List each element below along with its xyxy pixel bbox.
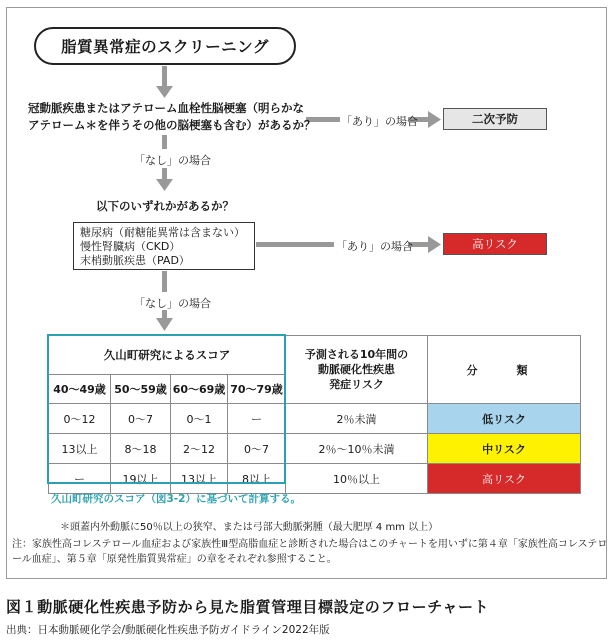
risk-cell: 2％未満 [286, 404, 428, 434]
note-footnote [12, 537, 607, 567]
score-cell: 2～12 [171, 434, 228, 464]
risk-cell: 10％以上 [286, 464, 428, 494]
score-cell: 13以上 [49, 434, 111, 464]
arrow-right-2-a [256, 242, 334, 247]
question-1-line-1: 冠動脈疾患またはアテローム血栓性脳梗塞（明らかな [28, 101, 304, 115]
score-cell: 0～12 [49, 404, 111, 434]
note-line: ール血症」、第５章「原発性脂質異常症」の章をそれぞれ参照すること。 [12, 554, 337, 565]
question-2: 以下のいずれかがあるか？ [96, 199, 234, 213]
class-cell-mid: 中リスク [428, 434, 581, 464]
age-header: 70～79歳 [228, 375, 286, 404]
score-cell: ー [49, 464, 111, 494]
question-1-line-2: アテローム＊を伴うその他の脳梗塞も含む）があるか？ [28, 118, 316, 132]
arrow-right-2-head [428, 236, 441, 253]
figure-caption: 図１動脈硬化性疾患予防から見た脂質管理目標設定のフローチャート [6, 598, 490, 616]
table-row [49, 404, 581, 434]
score-note: 久山町研究のスコア（図3-2）に基づいて計算する。 [51, 493, 301, 505]
high-risk-box: 高リスク [443, 233, 547, 255]
score-cell: 0～7 [111, 404, 171, 434]
note-line: 注：家族性高コレステロール血症および家族性Ⅲ型高脂血症と診断された場合はこのチャートを用いずに第４章「家族性高コレステロ [12, 539, 608, 550]
class-header-cell: 分 類 [428, 336, 581, 404]
q2-yes-label: 「あり」の場合 [336, 240, 413, 253]
arrow-down-3-head [156, 179, 173, 191]
condition-item: 慢性腎臓病（CKD） [80, 240, 181, 253]
source-credit: 出典：日本動脈硬化学会/動脈硬化性疾患予防ガイドライン2022年版 [6, 624, 330, 636]
score-cell: 0～1 [171, 404, 228, 434]
risk-cell: 2％～10％未満 [286, 434, 428, 464]
age-header: 40～49歳 [49, 375, 111, 404]
q2-no-label: 「なし」の場合 [134, 297, 211, 310]
score-cell: 19以上 [111, 464, 171, 494]
score-cell: 8以上 [228, 464, 286, 494]
asterisk-footnote: ＊頭蓋内外動脈に50％以上の狭窄、または弓部大動脈粥腫（最大肥厚 4 mm 以上） [60, 522, 439, 533]
table-row [49, 434, 581, 464]
risk-header-line: 予測される10年間の [304, 348, 409, 361]
risk-header-line: 発症リスク [329, 378, 384, 391]
secondary-prevention-box: 二次予防 [443, 108, 547, 130]
flow-title: 脂質異常症のスクリーニング [34, 27, 296, 65]
class-cell-low: 低リスク [428, 404, 581, 434]
arrow-right-1-head [428, 111, 441, 128]
score-cell: 8～18 [111, 434, 171, 464]
arrow-down-1-head [156, 86, 173, 98]
condition-item: 末梢動脈疾患（PAD） [80, 254, 190, 267]
score-cell: 0～7 [228, 434, 286, 464]
score-cell: ー [228, 404, 286, 434]
q1-no-label: 「なし」の場合 [134, 154, 211, 167]
class-cell-high: 高リスク [428, 464, 581, 494]
arrow-down-4-shaft [162, 271, 167, 292]
question-1 [28, 100, 316, 134]
risk-header-line: 動脈硬化性疾患 [318, 363, 395, 376]
condition-box [73, 222, 255, 270]
q1-yes-label: 「あり」の場合 [341, 115, 418, 128]
age-header: 60～69歳 [171, 375, 228, 404]
table-row [49, 464, 581, 494]
age-header: 50～59歳 [111, 375, 171, 404]
arrow-down-1-shaft [162, 66, 167, 87]
condition-item: 糖尿病（耐糖能異常は含まない） [80, 226, 245, 239]
risk-header-cell [286, 336, 428, 404]
risk-score-table [48, 335, 581, 494]
arrow-down-5-head [156, 318, 173, 331]
score-cell: 13以上 [171, 464, 228, 494]
arrow-down-2-shaft [162, 135, 167, 149]
score-title-cell: 久山町研究によるスコア [49, 336, 286, 375]
